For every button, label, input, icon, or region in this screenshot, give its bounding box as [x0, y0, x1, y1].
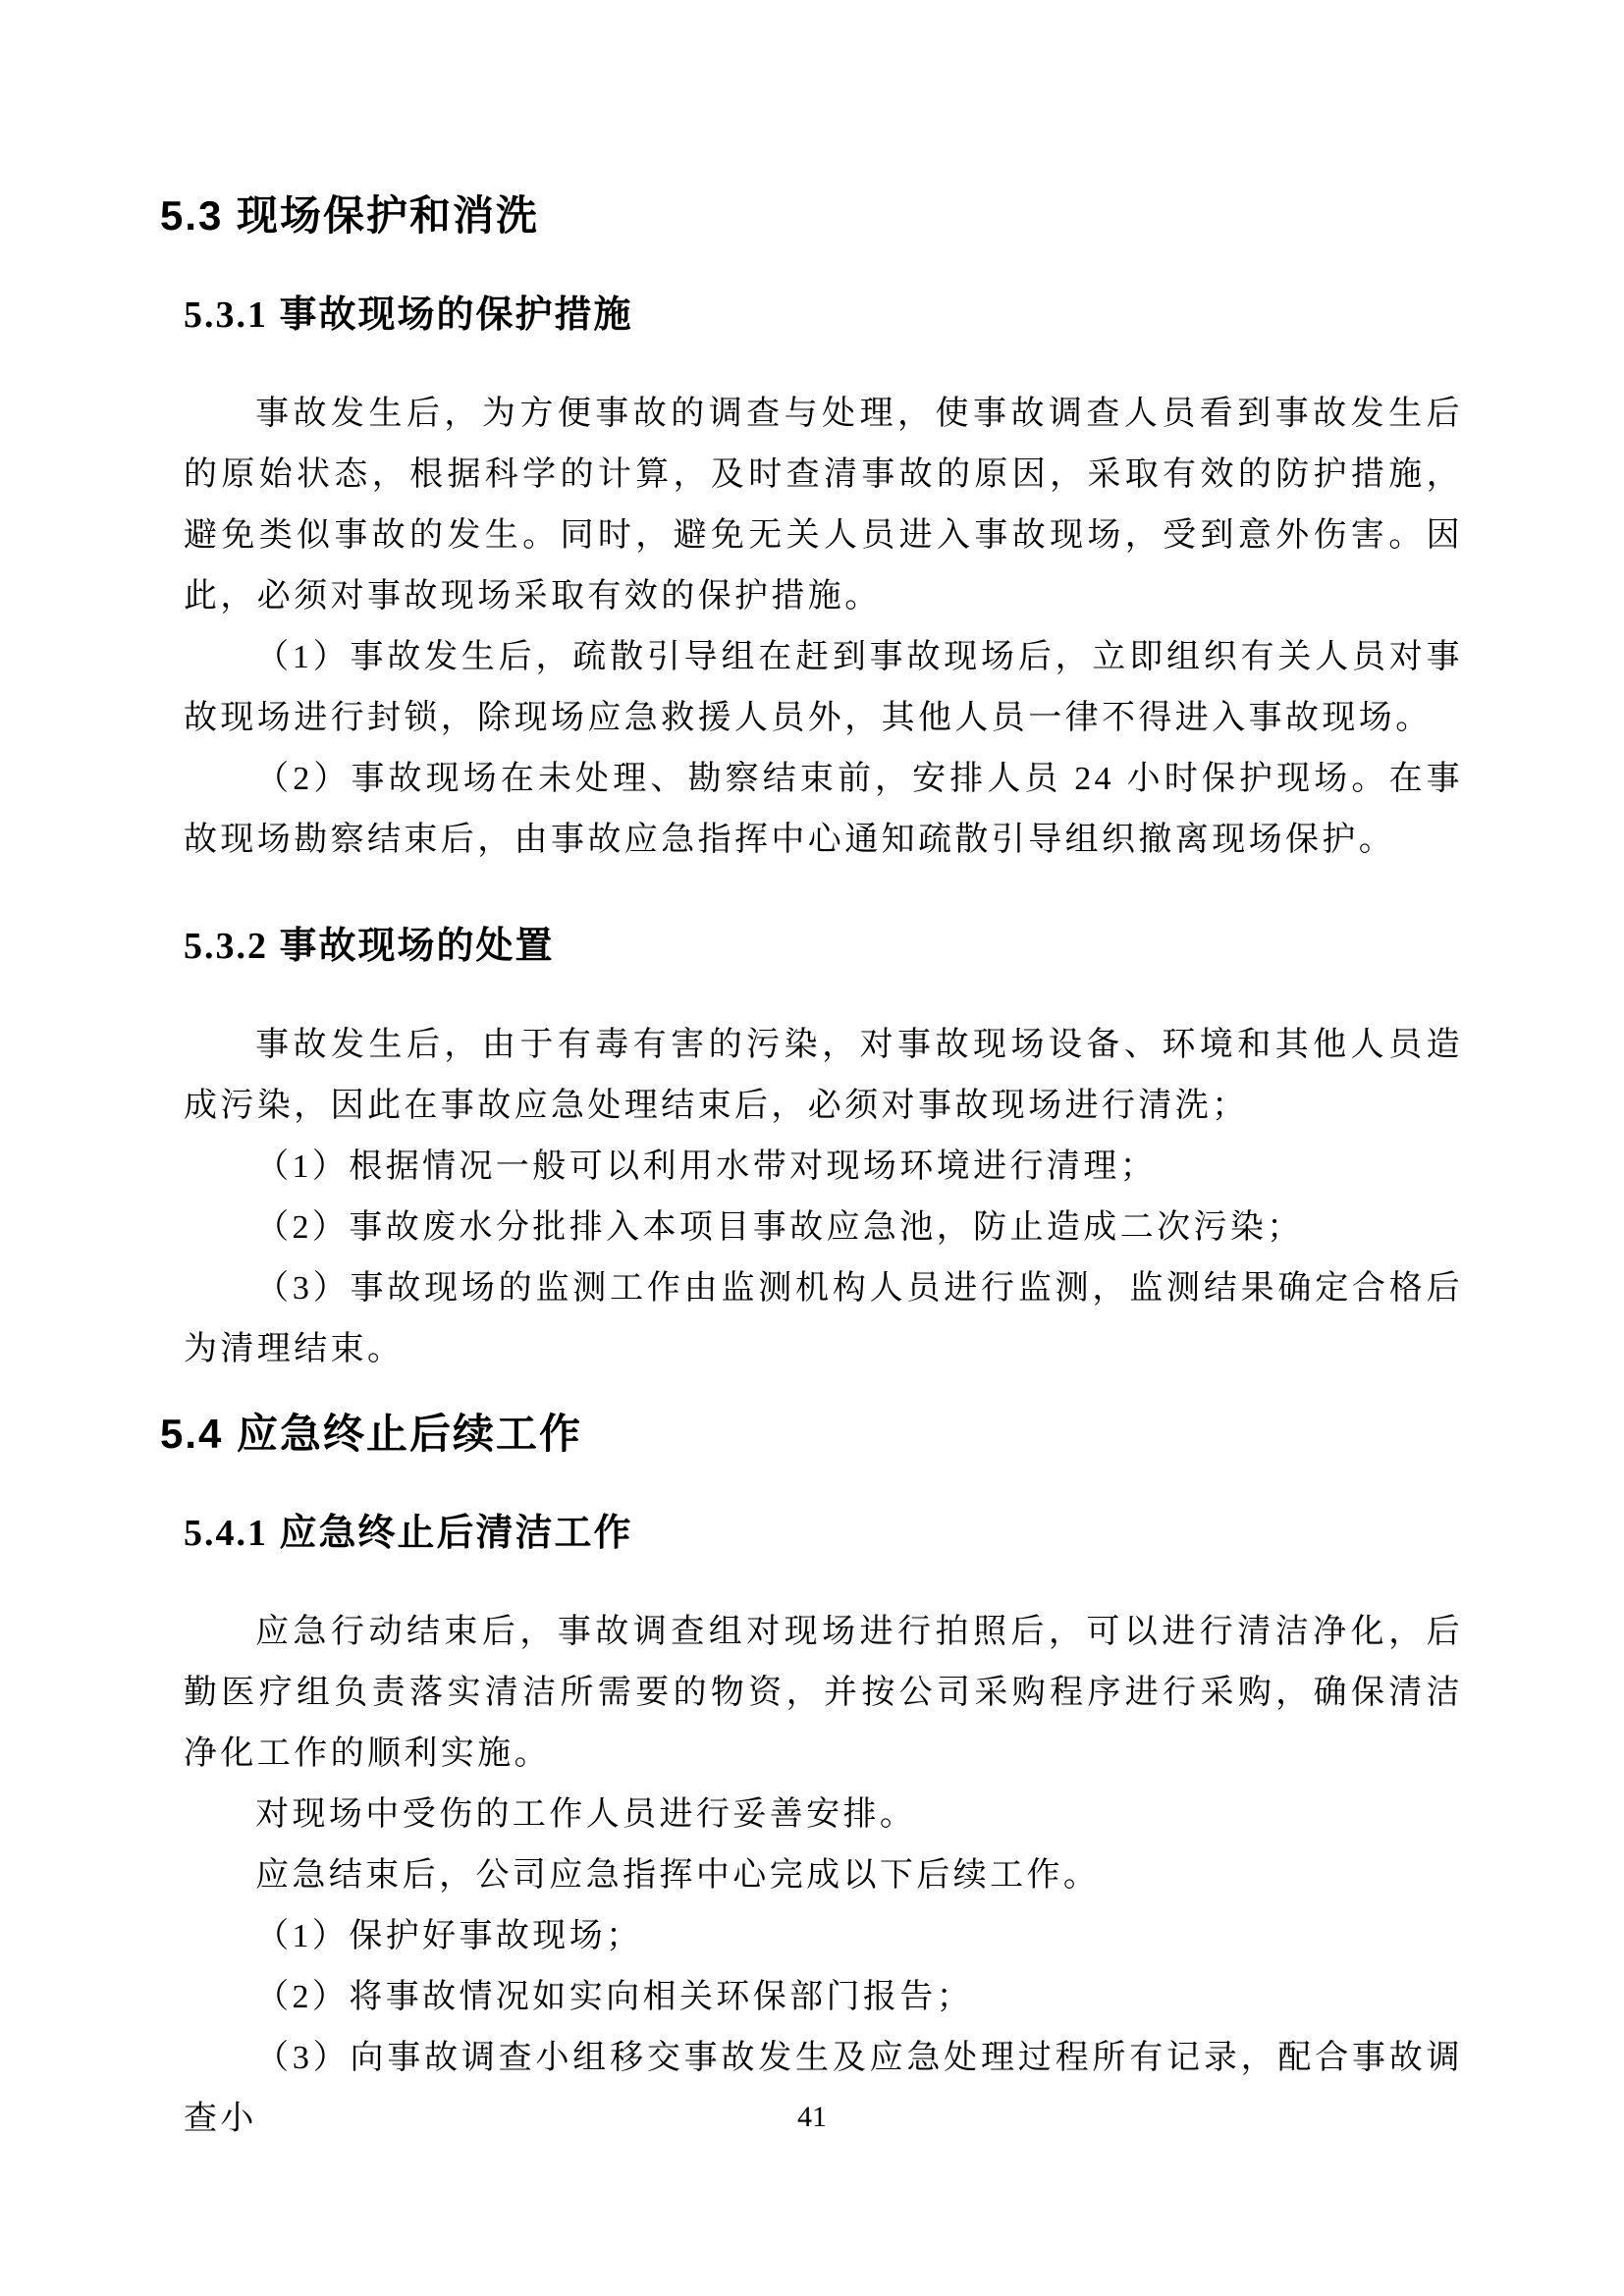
paragraph: 事故发生后，由于有毒有害的污染，对事故现场设备、环境和其他人员造成污染，因此在事故应急处理结束后，必须对事故现场进行清洗；	[184, 1027, 1463, 1124]
paragraph: 对现场中受伤的工作人员进行妥善安排。	[255, 1796, 917, 1833]
subsection-heading: 5.3.1 事故现场的保护措施	[184, 294, 633, 336]
section-heading: 5.4 应急终止后续工作	[160, 1411, 583, 1457]
paragraph: （2）事故废水分批排入本项目事故应急池，防止造成二次污染；	[255, 1209, 1304, 1246]
paragraph: 事故发生后，为方便事故的调查与处理，使事故调查人员看到事故发生后的原始状态，根据科学的计算，及时查清事故的原因，采取有效的防护措施，避免类似事故的发生。同时，避免无关人员进入事故现场，受到意外伤害。因此，必须对事故现场采取有效的保护措施。	[184, 396, 1463, 614]
paragraph: （2）事故现场在未处理、勘察结束前，安排人员 24 小时保护现场。在事故现场勘察结束后，由事故应急指挥中心通知疏散引导组织撤离现场保护。	[184, 761, 1463, 858]
paragraph: （2）将事故情况如实向相关环保部门报告；	[255, 1979, 974, 2015]
subsection-heading: 5.3.2 事故现场的处置	[184, 926, 555, 967]
paragraph: 应急行动结束后，事故调查组对现场进行拍照后，可以进行清洁净化，后勤医疗组负责落实清洁所需要的物资，并按公司采购程序进行采购，确保清洁净化工作的顺利实施。	[184, 1614, 1463, 1772]
page-number: 41	[797, 2101, 827, 2133]
subsection-heading: 5.4.1 应急终止后清洁工作	[184, 1513, 633, 1554]
paragraph: （3）向事故调查小组移交事故发生及应急处理过程所有记录，配合事故调查小	[184, 2040, 1463, 2137]
paragraph: （3）事故现场的监测工作由监测机构人员进行监测，监测结果确定合格后为清理结束。	[184, 1270, 1463, 1367]
paragraph: （1）根据情况一般可以利用水带对现场环境进行清理；	[255, 1148, 1158, 1185]
paragraph: 应急结束后，公司应急指挥中心完成以下后续工作。	[255, 1857, 1101, 1894]
paragraph: （1）事故发生后，疏散引导组在赶到事故现场后，立即组织有关人员对事故现场进行封锁，除现场应急救援人员外，其他人员一律不得进入事故现场。	[184, 639, 1463, 736]
paragraph: （1）保护好事故现场；	[255, 1918, 643, 1954]
section-heading: 5.3 现场保护和消洗	[160, 192, 540, 239]
